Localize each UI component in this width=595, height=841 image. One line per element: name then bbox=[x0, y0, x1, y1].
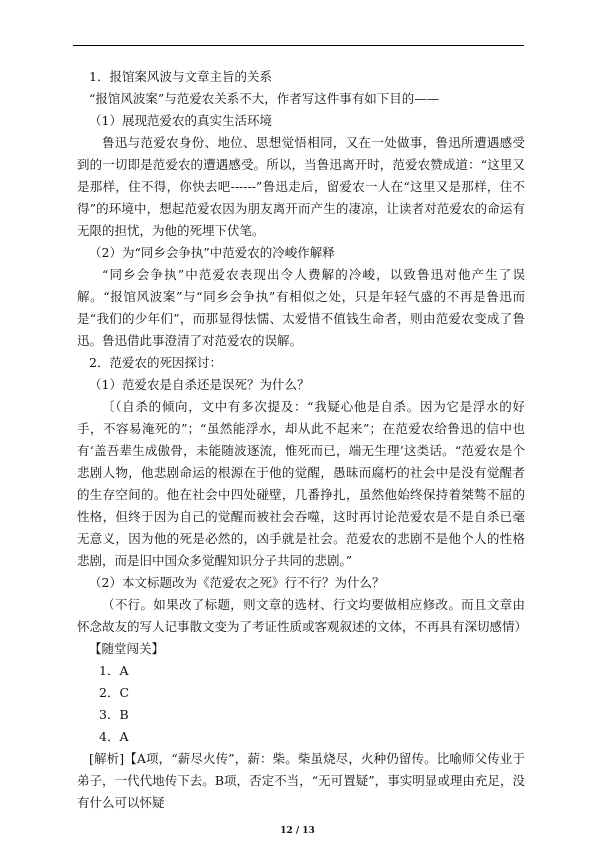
sub-heading: （2）为“同乡会争执”中范爱农的冷峻作解释 bbox=[89, 245, 335, 260]
page-number: 12 / 13 bbox=[280, 826, 315, 836]
question: （1）范爱农是自杀还是误死？为什么？ bbox=[89, 377, 310, 392]
answer-paragraph: 〔（自杀的倾向，文中有多次提及：“我疑心他是自杀。因为它是浮水的好手，不容易淹死的”；“虽然能浮水，却从此不起来”；在范爱农给鲁迅的信中也有‘盖吾辈生成傲骨，未能随波逐流，惟死而已，端无生理’这类话。“范爱农是个悲剧人物，他悲剧命运的根源在于他的觉醒，愚昧而腐朽的社会中是没有觉醒者的生存空间的。他在社会中四处碰壁，几番挣扎，虽然他始终保持着桀骜不屈的性格，但终于因为自己的觉醒而被社会吞噬，这时再讨论范爱农是不是自杀已毫无意义，因为他的死是必然的，凶手就是社会。范爱农的悲剧不是他个人的性格悲剧，而是旧中国众多觉醒知识分子共同的悲剧。” bbox=[77, 399, 525, 568]
question: （2）本文标题改为《范爱农之死》行不行？为什么？ bbox=[89, 575, 385, 590]
analysis-paragraph: [解析]【A项，“薪尽火传”，薪：柴。柴虽烧尽，火种仍留传。比喻师父传业于弟子，一代代地传下去。B项，否定不当，“无可置疑”，事实明显或理由充足，没有什么可以怀疑 bbox=[77, 751, 525, 810]
section-heading: 2．范爱农的死因探讨： bbox=[89, 355, 222, 370]
header-rule bbox=[73, 45, 524, 46]
paragraph: 鲁迅与范爱农身份、地位、思想觉悟相同，又在一处做事，鲁迅所遭遇感受到的一切即是范爱农的遭遇感受。所以，当鲁迅离开时，范爱农赞成道：“这里又是那样，住不得，你快去吧------”鲁迅走后，留爱农一人在“这里又是那样，住不得”的环境中，想起范爱农因为朋友离开而产生的凄凉，让读者对范爱农的命运有无限的担忧，为他的死埋下伏笔。 bbox=[77, 135, 525, 238]
answer-paragraph: （不行。如果改了标题，则文章的选材、行文均要做相应修改。而且文章由怀念故友的写人记事散文变为了考证性质或客观叙述的文体，不再具有深切感情） bbox=[77, 597, 528, 634]
answer-item: 1．A bbox=[99, 663, 129, 678]
answer-item: 4．A bbox=[99, 729, 129, 744]
section-heading: 1．报馆案风波与文章主旨的关系 bbox=[89, 69, 272, 84]
page-body bbox=[77, 66, 528, 814]
sub-heading: （1）展现范爱农的真实生活环境 bbox=[89, 113, 272, 128]
paragraph: “同乡会争执”中范爱农表现出令人费解的冷峻，以致鲁迅对他产生了误解。“报馆风波案”与“同乡会争执”有相似之处，只是年轻气盛的不再是鲁迅而是“我们的少年们”，而那显得怯懦、太爱惜不值钱生命者，则由范爱农变成了鲁迅。鲁迅借此事澄清了对范爱农的误解。 bbox=[77, 267, 525, 348]
section-heading: 【随堂闯关】 bbox=[89, 641, 165, 656]
answer-item: 3．B bbox=[99, 707, 129, 722]
paragraph: “报馆风波案”与范爱农关系不大，作者写这件事有如下目的—— bbox=[89, 91, 440, 106]
answer-item: 2．C bbox=[99, 685, 130, 700]
